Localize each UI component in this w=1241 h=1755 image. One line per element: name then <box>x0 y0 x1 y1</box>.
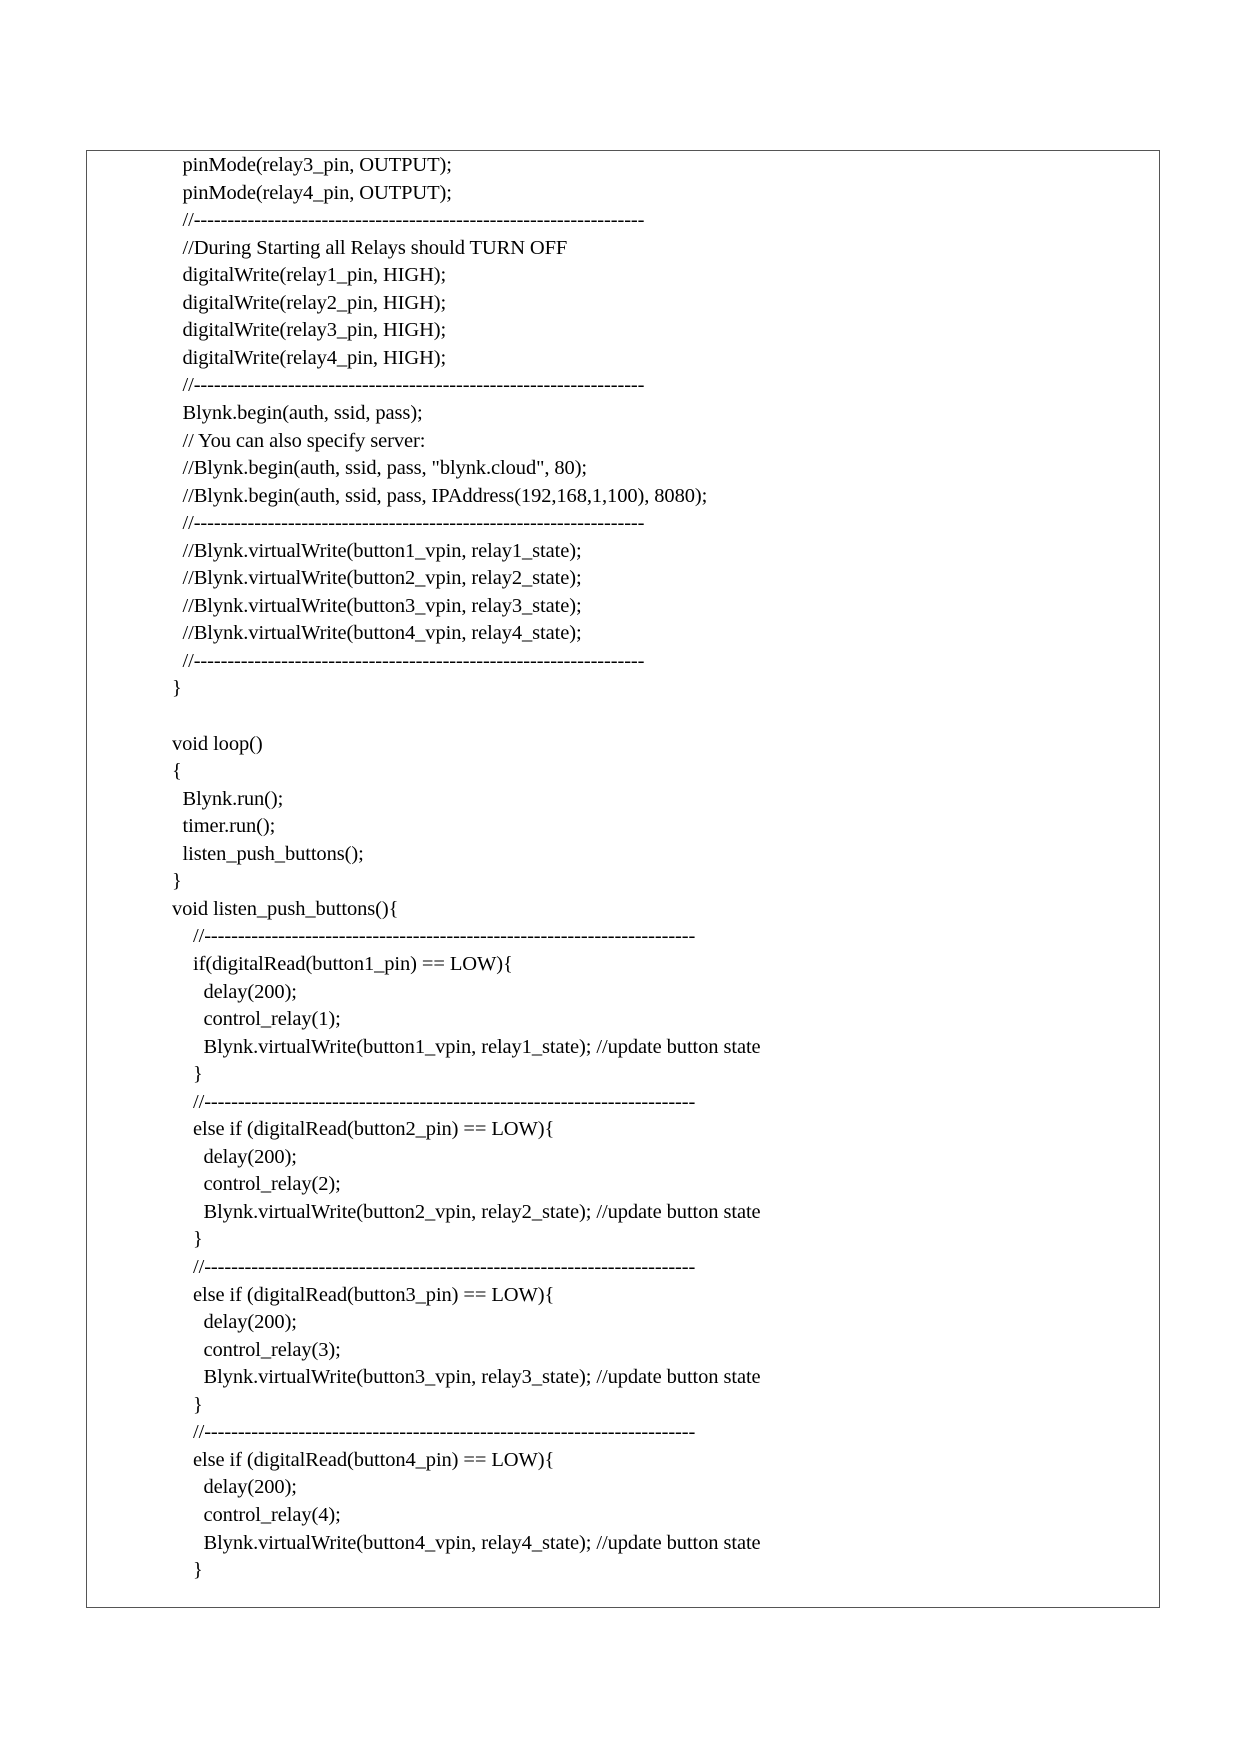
code-line: // You can also specify server: <box>182 429 426 452</box>
code-line: //Blynk.virtualWrite(button1_vpin, relay1_state); <box>182 539 582 562</box>
code-line: void loop() <box>172 732 263 755</box>
code-line: //------------------------------------------------------------------- <box>182 374 645 397</box>
code-line: } <box>172 870 182 893</box>
code-line: //During Starting all Relays should TURN OFF <box>182 236 568 259</box>
code-line: Blynk.virtualWrite(button4_vpin, relay4_state); //update button state <box>203 1531 761 1554</box>
code-line: { <box>172 760 182 783</box>
code-line: digitalWrite(relay2_pin, HIGH); <box>182 291 447 314</box>
code-line: delay(200); <box>203 1145 297 1168</box>
code-line: Blynk.virtualWrite(button2_vpin, relay2_state); //update button state <box>203 1200 761 1223</box>
code-line: pinMode(relay3_pin, OUTPUT); <box>182 154 452 176</box>
code-line: //Blynk.virtualWrite(button3_vpin, relay3_state); <box>182 594 582 617</box>
code-line: digitalWrite(relay4_pin, HIGH); <box>182 346 447 369</box>
code-line: } <box>193 1063 203 1086</box>
code-line: delay(200); <box>203 1311 297 1334</box>
code-line: //------------------------------------------------------------------- <box>182 209 645 232</box>
code-line: else if (digitalRead(button4_pin) == LOW){ <box>193 1448 555 1471</box>
code-line: Blynk.virtualWrite(button1_vpin, relay1_state); //update button state <box>203 1035 761 1058</box>
code-line: //------------------------------------------------------------------------- <box>193 1421 696 1444</box>
code-line: } <box>193 1393 203 1416</box>
code-line: pinMode(relay4_pin, OUTPUT); <box>182 181 452 204</box>
code-line: //------------------------------------------------------------------- <box>182 649 645 672</box>
code-line: timer.run(); <box>182 815 276 838</box>
code-line: else if (digitalRead(button2_pin) == LOW){ <box>193 1118 555 1141</box>
code-line: } <box>172 677 182 700</box>
code-line: digitalWrite(relay1_pin, HIGH); <box>182 264 447 287</box>
code-line: Blynk.run(); <box>182 787 284 810</box>
code-line: control_relay(1); <box>203 1008 341 1031</box>
code-line: digitalWrite(relay3_pin, HIGH); <box>182 319 447 342</box>
code-line: //Blynk.begin(auth, ssid, pass, "blynk.cloud", 80); <box>182 457 588 480</box>
code-line: listen_push_buttons(); <box>182 842 364 865</box>
code-line: control_relay(3); <box>203 1338 341 1361</box>
code-line: //Blynk.begin(auth, ssid, pass, IPAddress(192,168,1,100), 8080); <box>182 484 708 507</box>
code-line: delay(200); <box>203 1476 297 1499</box>
code-line: //------------------------------------------------------------------- <box>182 512 645 535</box>
code-line: control_relay(4); <box>203 1503 341 1526</box>
code-line: //Blynk.virtualWrite(button2_vpin, relay2_state); <box>182 567 582 590</box>
code-line: void listen_push_buttons(){ <box>172 897 399 920</box>
code-line: //Blynk.virtualWrite(button4_vpin, relay4_state); <box>182 622 582 645</box>
code-line: delay(200); <box>203 980 297 1003</box>
code-line: Blynk.virtualWrite(button3_vpin, relay3_state); //update button state <box>203 1366 761 1389</box>
code-listing-box <box>86 150 1160 1608</box>
code-line: if(digitalRead(button1_pin) == LOW){ <box>193 952 513 975</box>
code-line: } <box>193 1228 203 1251</box>
code-line: control_relay(2); <box>203 1173 341 1196</box>
code-line: Blynk.begin(auth, ssid, pass); <box>182 401 423 424</box>
code-line: else if (digitalRead(button3_pin) == LOW){ <box>193 1283 555 1306</box>
code-line: } <box>193 1559 203 1582</box>
code-line: //------------------------------------------------------------------------- <box>193 1090 696 1113</box>
code-line: //------------------------------------------------------------------------- <box>193 1256 696 1278</box>
code-line: //------------------------------------------------------------------------- <box>193 925 696 948</box>
